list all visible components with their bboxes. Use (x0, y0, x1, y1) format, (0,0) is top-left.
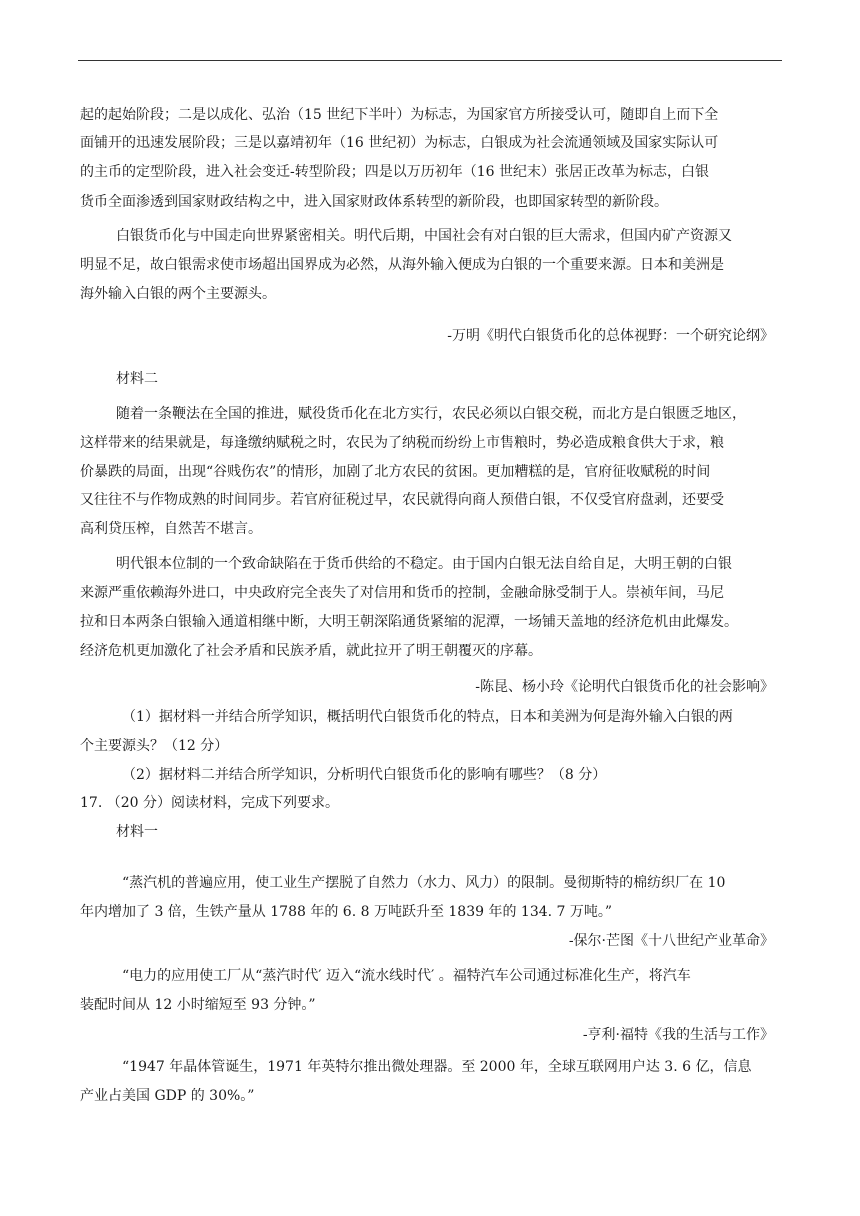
quote-line: 年内增加了 3 倍，生铁产量从 1788 年的 6. 8 万吨跃升至 1839 年的 134. 7 万吨。” (80, 904, 613, 920)
citation: -亨利·福特《我的生活与工作》 (582, 1027, 774, 1043)
section-heading: 材料一 (116, 824, 158, 840)
text-line: 货币全面渗透到国家财政结构之中，进入国家财政体系转型的新阶段，也即国家转型的新阶段。 (80, 194, 668, 210)
text-line: 随着一条鞭法在全国的推进，赋役货币化在北方实行，农民必须以白银交税，而北方是白银匮乏地区， (116, 406, 746, 422)
text-line: 经济危机更加激化了社会矛盾和民族矛盾，就此拉开了明王朝覆灭的序幕。 (80, 643, 542, 659)
text-line: 高利贷压榨，自然苦不堪言。 (80, 521, 262, 537)
text-line: 明显不足，故白银需求使市场超出国界成为必然，从海外输入便成为白银的一个重要来源。日本和美洲是 (80, 257, 724, 273)
text-line: 又往往不与作物成熟的时间同步。若官府征税过早，农民就得向商人预借白银，不仅受官府盘剥，还要受 (80, 492, 724, 508)
citation: -陈昆、杨小玲《论明代白银货币化的社会影响》 (475, 679, 774, 695)
text-line: 白银货币化与中国走向世界紧密相关。明代后期，中国社会有对白银的巨大需求，但国内矿产资源又 (116, 228, 732, 244)
question-number: 17. （20 分）阅读材料，完成下列要求。 (80, 795, 339, 811)
text-line: 这样带来的结果就是，每逢缴纳赋税之时，农民为了纳税而纷纷上市售粮时，势必造成粮食供大于求，粮 (80, 435, 724, 451)
quote-line: “电力的应用使工厂从“蒸汽时代′ 迈入“流水线时代′ 。福特汽车公司通过标准化生产，将汽车 (122, 968, 691, 984)
text-line: 海外输入白银的两个主要源头。 (80, 286, 276, 302)
text-line: 的主币的定型阶段，进入社会变迁-转型阶段；四是以万历初年（16 世纪末）张居正改革为标志，白银 (80, 164, 709, 180)
question-line: （2）据材料二并结合所学知识，分析明代白银货币化的影响有哪些？（8 分） (122, 767, 607, 783)
section-heading: 材料二 (116, 371, 158, 387)
quote-line: “1947 年晶体管诞生，1971 年英特尔推出微处理器。至 2000 年，全球互联网用户达 3. 6 亿，信息 (122, 1059, 752, 1075)
text-line: 拉和日本两条白银输入通道相继中断，大明王朝深陷通货紧缩的泥潭，一场铺天盖地的经济危机由此爆发。 (80, 614, 738, 630)
citation: -保尔·芒图《十八世纪产业革命》 (568, 933, 774, 949)
header-rule (78, 60, 782, 61)
quote-line: 装配时间从 12 小时缩短至 93 分钟。” (80, 997, 316, 1013)
citation: -万明《明代白银货币化的总体视野：一个研究论纲》 (447, 328, 774, 344)
text-line: 起的起始阶段；二是以成化、弘治（15 世纪下半叶）为标志，为国家官方所接受认可，随即自上而下全 (80, 107, 719, 123)
question-line: （1）据材料一并结合所学知识，概括明代白银货币化的特点，日本和美洲为何是海外输入白银的两 (122, 709, 733, 725)
question-line: 个主要源头？（12 分） (80, 738, 229, 754)
quote-line: 产业占美国 GDP 的 30%。” (80, 1088, 255, 1104)
text-line: 来源严重依赖海外进口，中央政府完全丧失了对信用和货币的控制，金融命脉受制于人。崇祯年间，马尼 (80, 585, 724, 601)
quote-line: “蒸汽机的普遍应用，使工业生产摆脱了自然力（水力、风力）的限制。曼彻斯特的棉纺织厂在 10 (122, 875, 726, 891)
text-line: 面铺开的迅速发展阶段；三是以嘉靖初年（16 世纪初）为标志，白银成为社会流通领域及国家实际认可 (80, 135, 719, 151)
text-line: 明代银本位制的一个致命缺陷在于货币供给的不稳定。由于国内白银无法自给自足，大明王朝的白银 (116, 556, 732, 572)
text-line: 价暴跌的局面，出现“谷贱伤农”的情形，加剧了北方农民的贫困。更加糟糕的是，官府征收赋税的时间 (80, 464, 711, 480)
